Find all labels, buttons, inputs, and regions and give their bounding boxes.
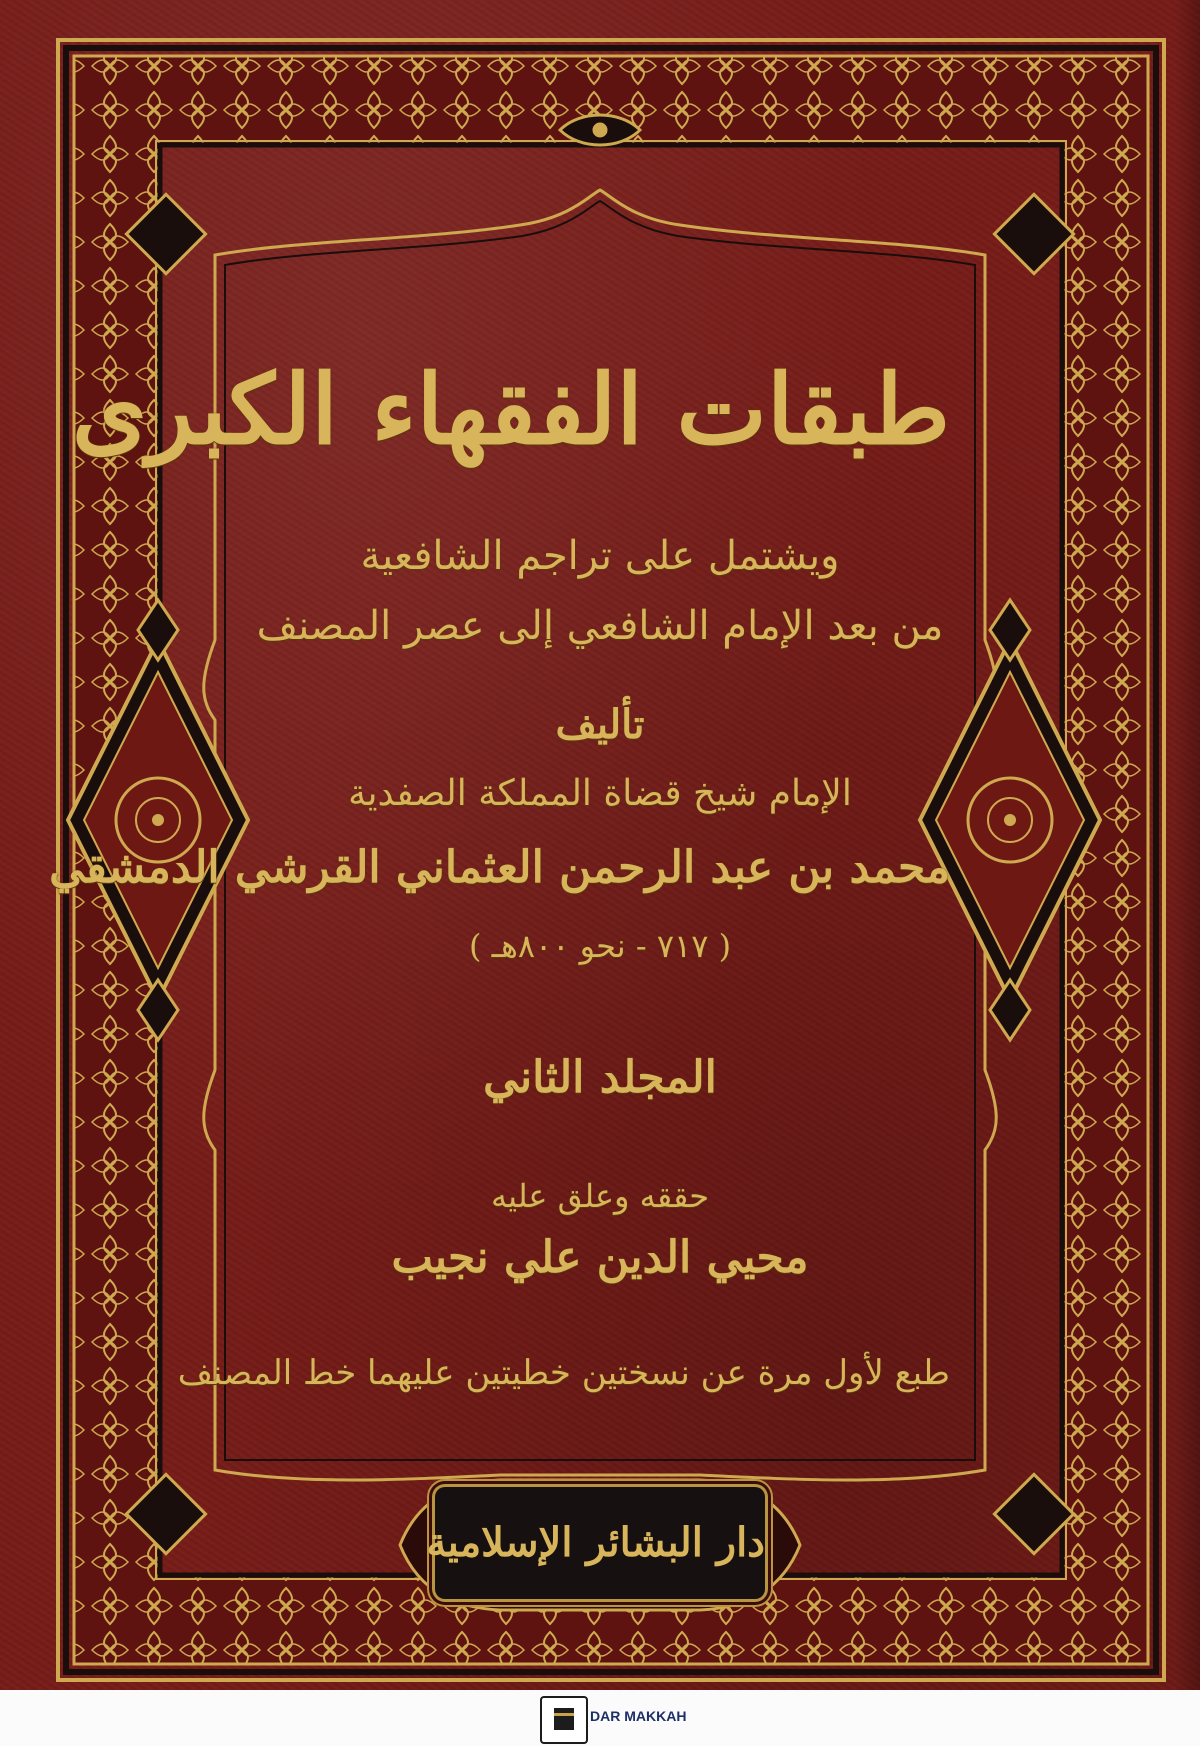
- author-title: الإمام شيخ قضاة المملكة الصفدية: [348, 773, 852, 814]
- watermark-text: DAR MAKKAH: [590, 1708, 687, 1724]
- editor-name: محيي الدين علي نجيب: [391, 1232, 809, 1283]
- volume-label: المجلد الثاني: [483, 1052, 717, 1103]
- publisher-plate: [426, 1487, 765, 1599]
- authorship-label: تأليف: [555, 701, 645, 748]
- kaaba-icon: [540, 1696, 588, 1744]
- subtitle-line-1: ويشتمل على تراجم الشافعية: [360, 533, 840, 579]
- printing-note: طبع لأول مرة عن نسختين خطيتين عليهما خط المصنف: [177, 1353, 950, 1393]
- author-name: محمد بن عبد الرحمن العثماني القرشي الدمشقي: [49, 842, 950, 893]
- book-title: طبقات الفقهاء الكبرى: [71, 353, 950, 466]
- editor-label: حققه وعلق عليه: [491, 1177, 709, 1215]
- publisher-name: دار البشائر الإسلامية: [426, 1519, 765, 1566]
- subtitle-line-2: من بعد الإمام الشافعي إلى عصر المصنف: [256, 603, 944, 649]
- author-years: ( ٧١٧ - نحو ٨٠٠هـ ): [468, 927, 732, 965]
- watermark-logo: [540, 1694, 687, 1742]
